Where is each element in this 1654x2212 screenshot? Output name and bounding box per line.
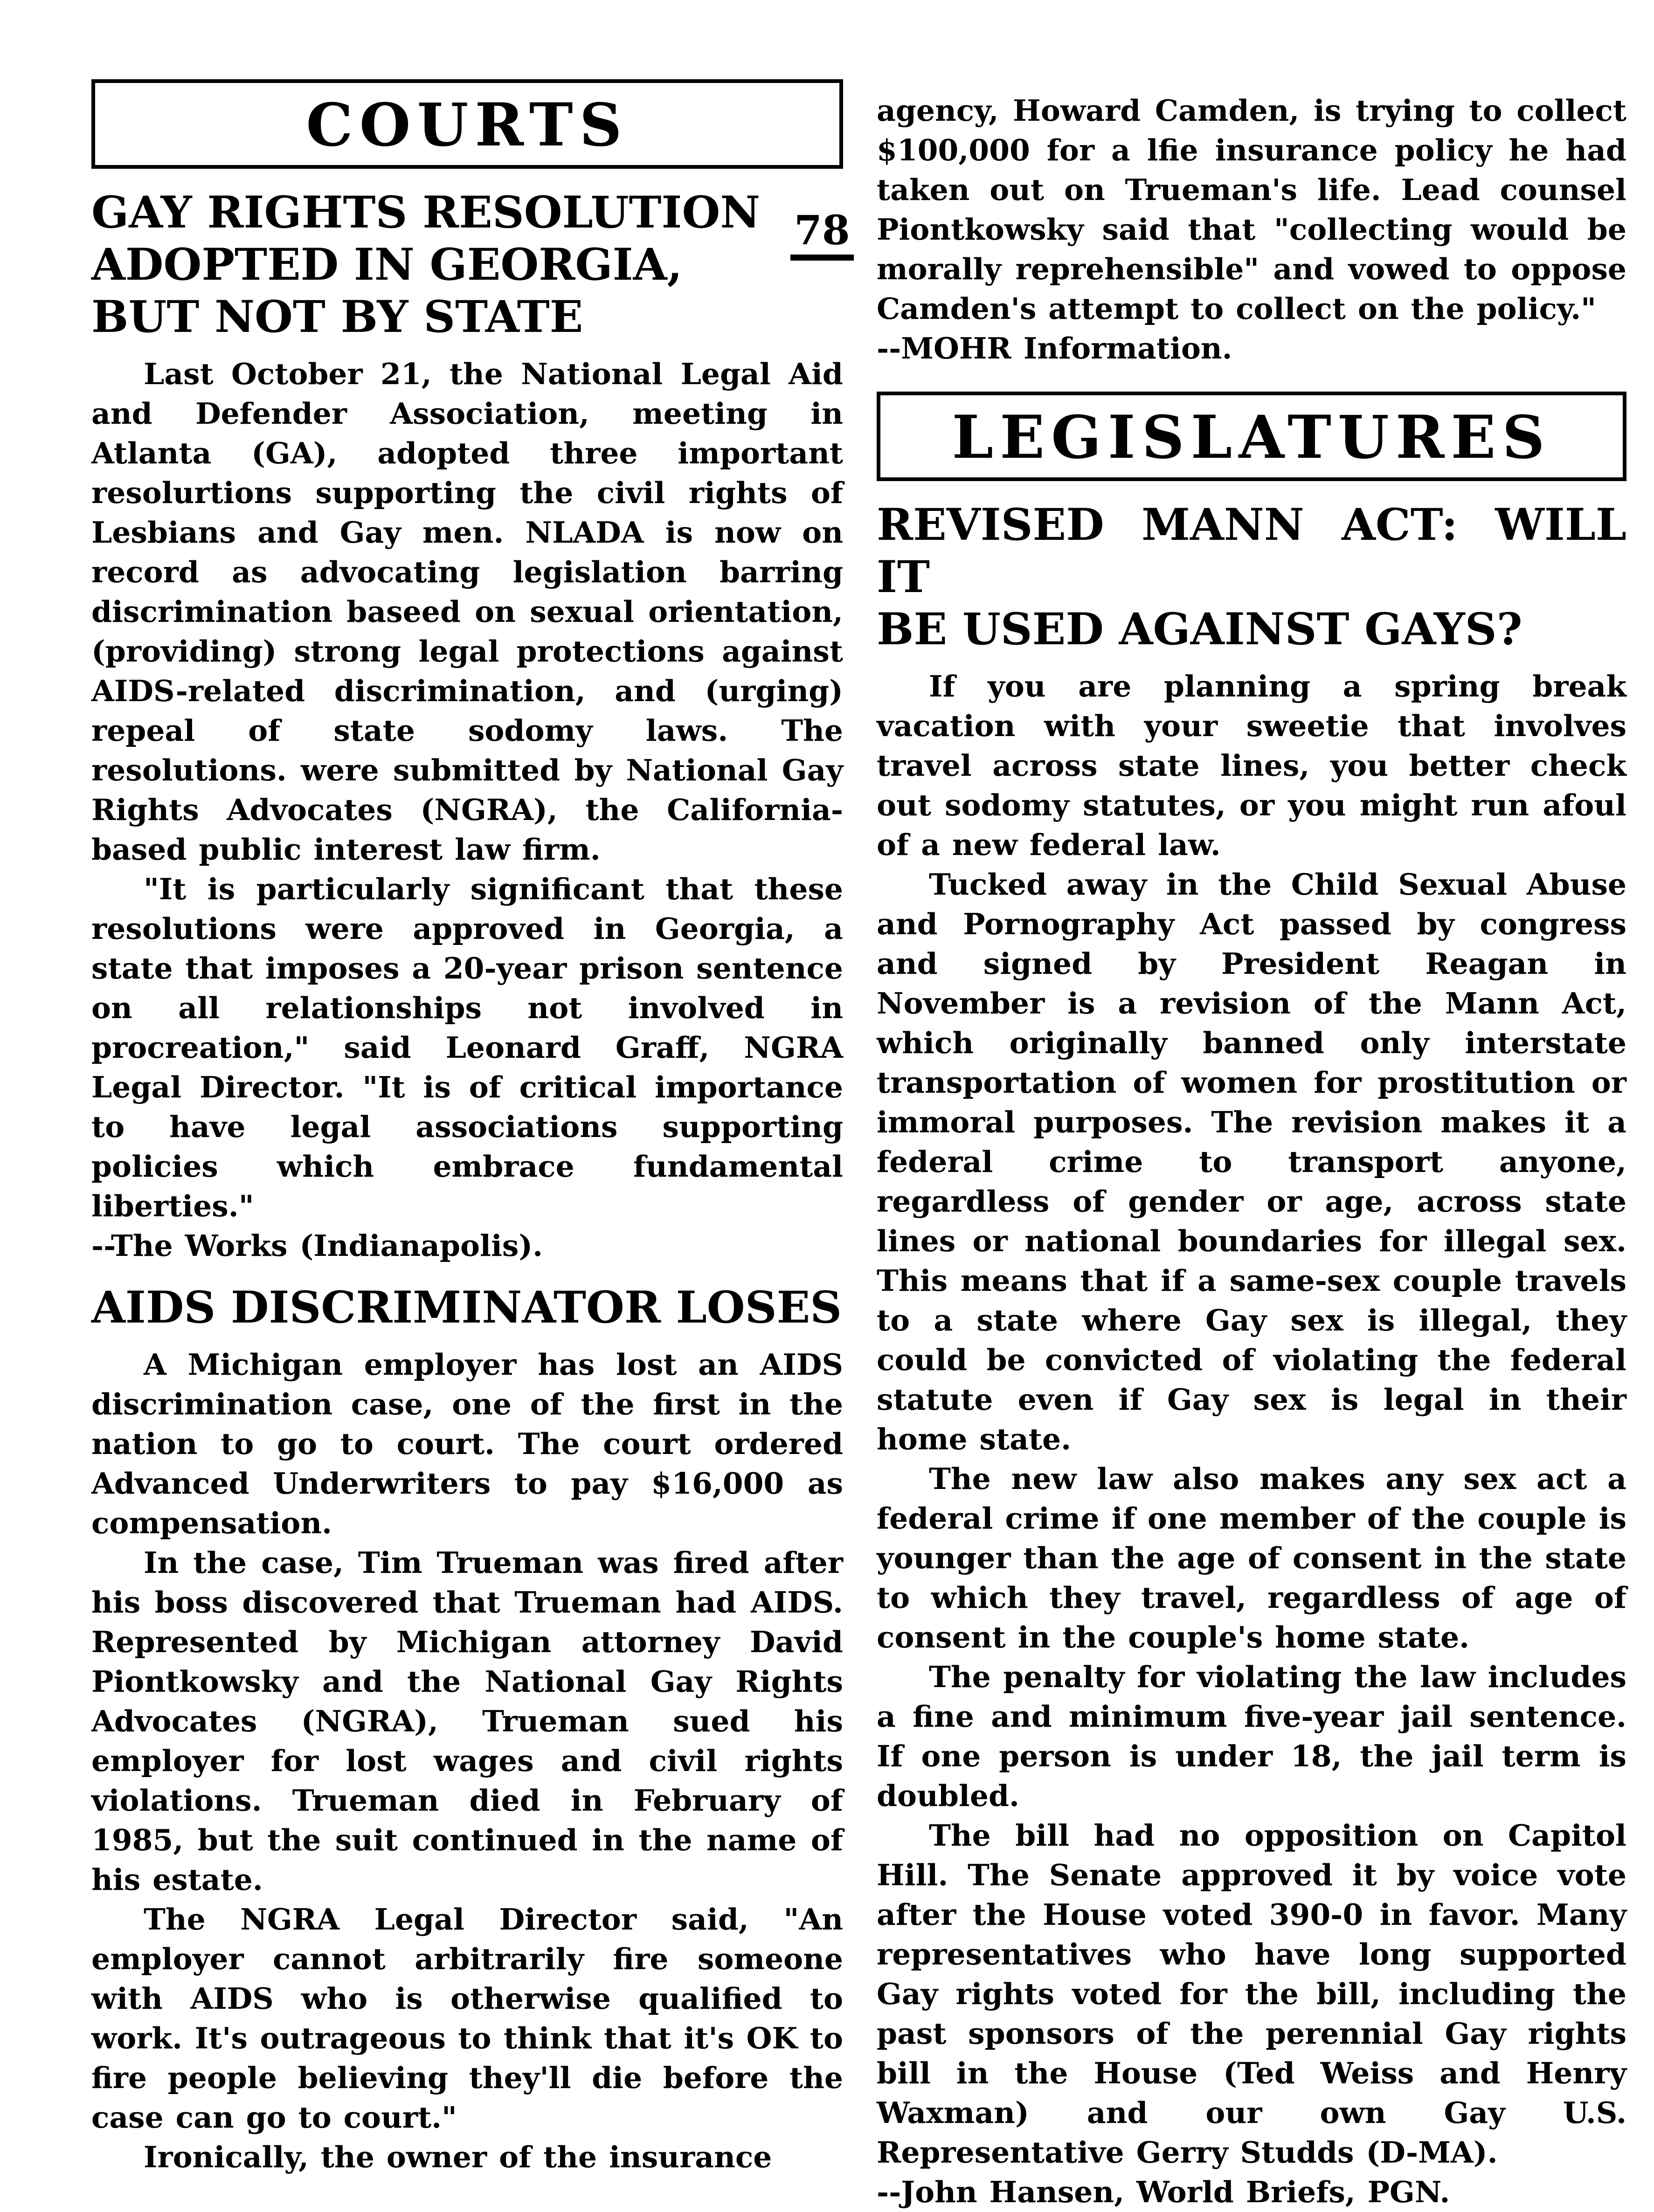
article2-headline xyxy=(91,1282,843,1334)
article1-paragraph-1: Last October 21, the National Legal Aid and Defender Association, meeting in Atlanta (GA), adopted three important resolurtions supporting the civil rights of Lesbians and Gay men. NLADA is now on record as advocating legislation barring discrimination baseed on sexual orientation, (providing) strong legal protections against AIDS-related discrimination, and (urging) repeal of state sodomy laws. The resolutions. were submitted by National Gay Rights Advocates (NGRA), the California-based public interest law firm. xyxy=(91,357,843,867)
left-column xyxy=(91,79,843,2177)
courts-section-box xyxy=(91,79,843,169)
article1-paragraph-2: "It is particularly significant that these resolutions were approved in Georgia, a state that imposes a 20-year prison sentence on all relationships not involved in procreation," said Leonard Graff, NGRA Legal Director. "It is of critical importance to have legal associations supporting policies which embrace fundamental liberties." xyxy=(91,872,843,1224)
mann-act-paragraph-5: The bill had no opposition on Capitol Hill. The Senate approved it by voice vote after the House voted 390-0 in favor. Many representatives who have long supported Gay rights voted for the bill, including the past sponsors of the perennial Gay rights bill in the House (Ted Weiss and Henry Waxman) and our own Gay U.S. Representative Gerry Studds (D-MA). xyxy=(877,1818,1626,2170)
article1-attribution: --The Works (Indianapolis). xyxy=(91,1228,543,1263)
mann-act-headline-line-2: BE USED AGAINST GAYS? xyxy=(877,604,1523,655)
article1-headline-line-2: ADOPTED IN GEORGIA, xyxy=(91,239,683,291)
mann-act-paragraph-1: If you are planning a spring break vacation with your sweetie that involves travel across state lines, you better check out sodomy statutes, or you might run afoul of a new federal law. xyxy=(877,669,1626,862)
continuation-paragraph: agency, Howard Camden, is trying to collect $100,000 for a lfie insurance policy he had taken out on Trueman's life. Lead counsel Piontkowsky said that "collecting would be morally reprehensible" and vowed to oppose Camden's attempt to collect on the policy." xyxy=(877,93,1626,326)
section-title-legislatures: LEGISLATURES xyxy=(952,403,1551,472)
article1-headline-line-3: BUT NOT BY STATE xyxy=(91,291,583,343)
article2-paragraph-4: Ironically, the owner of the insurance xyxy=(144,2140,772,2175)
mohr-attribution: --MOHR Information. xyxy=(877,331,1232,365)
mann-act-paragraph-3: The new law also makes any sex act a federal crime if one member of the couple is younger than the age of consent in the state to which they travel, regardless of age of consent in the couple's home state. xyxy=(877,1461,1626,1655)
mann-act-headline-line-1: REVISED MANN ACT: WILL IT xyxy=(877,499,1626,603)
article1-headline xyxy=(91,186,843,343)
mann-act-paragraph-4: The penalty for violating the law includes a fine and minimum five-year jail sentence. If one person is under 18, the jail term is doubled. xyxy=(877,1660,1626,1813)
legislatures-section-box xyxy=(877,392,1626,481)
article1-headline-line-1: GAY RIGHTS RESOLUTION xyxy=(91,187,761,239)
article2-paragraph-2: In the case, Tim Trueman was fired after his boss discovered that Trueman had AIDS. Represented by Michigan attorney David Piontkowsky and the National Gay Rights Advocates (NGRA), Trueman sued his employer for lost wages and civil rights violations. Trueman died in February of 1985, but the suit continued in the name of his estate. xyxy=(91,1545,843,1897)
section-title-courts: COURTS xyxy=(306,90,629,159)
right-column xyxy=(877,91,1626,2212)
mann-act-headline xyxy=(877,499,1626,655)
mann-act-attribution: --John Hansen, World Briefs, PGN. xyxy=(877,2175,1450,2210)
mann-act-paragraph-2: Tucked away in the Child Sexual Abuse and Pornography Act passed by congress and signed by President Reagan in November is a revision of the Mann Act, which originally banned only interstate transportation of women for prostitution or immoral purposes. The revision makes it a federal crime to transport anyone, regardless of gender or age, across state lines or national boundaries for illegal sex. This means that if a same-sex couple travels to a state where Gay sex is illegal, they could be convicted of violating the federal statute even if Gay sex is legal in their home state. xyxy=(877,867,1626,1457)
article2-paragraph-3: The NGRA Legal Director said, "An employer cannot arbitrarily fire someone with AIDS who is otherwise qualified to work. It's outrageous to think that it's OK to fire people believing they'll die before the case can go to court." xyxy=(91,1902,843,2135)
article2-paragraph-1: A Michigan employer has lost an AIDS discrimination case, one of the first in the nation to go to court. The court ordered Advanced Underwriters to pay $16,000 as compensation. xyxy=(91,1347,843,1541)
page-number: 78 xyxy=(790,211,854,261)
article2-headline-line-1: AIDS DISCRIMINATOR LOSES xyxy=(91,1282,842,1334)
